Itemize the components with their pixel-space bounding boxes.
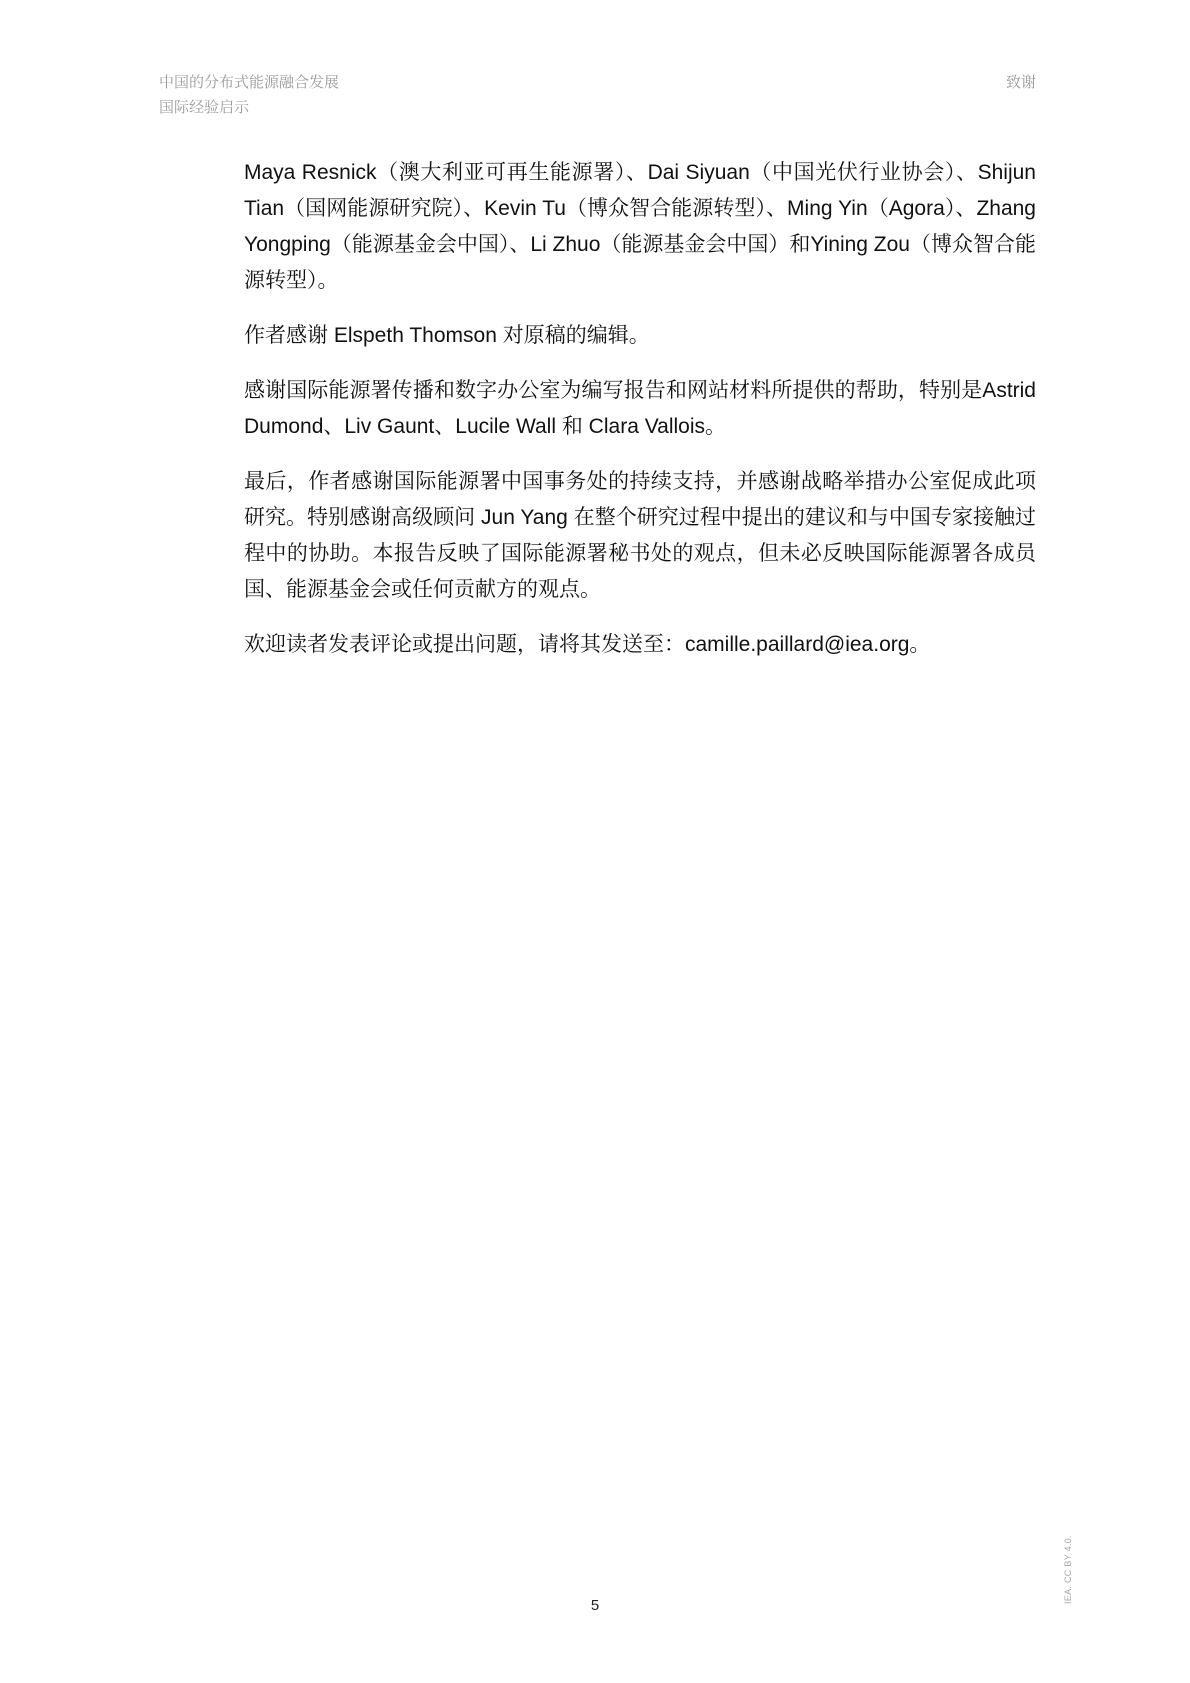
license-mark: IEA. CC BY 4.0.: [1063, 1535, 1073, 1604]
running-header-left: [159, 70, 339, 120]
page-number: 5: [590, 1597, 600, 1614]
acknowledgements-body: [244, 155, 1036, 682]
paragraph-support: 最后，作者感谢国际能源署中国事务处的持续支持，并感谢战略举措办公室促成此项研究。特别感谢高级顾问 Jun Yang 在整个研究过程中提出的建议和与中国专家接触过程中的协助。本报告反映了国际能源署秘书处的观点，但未必反映国际能源署各成员国、能源基金会或任何贡献方的观点。: [244, 470, 1036, 601]
section-label: 致谢: [1005, 74, 1036, 91]
paragraph-contact: 欢迎读者发表评论或提出问题，请将其发送至：camille.paillard@iea.org。: [244, 633, 931, 656]
report-subtitle: 国际经验启示: [159, 99, 250, 116]
paragraph-contributors: Maya Resnick（澳大利亚可再生能源署）、Dai Siyuan（中国光伏行业协会）、Shijun Tian（国网能源研究院）、Kevin Tu（博众智合能源转型）、Ming Yin（Agora）、Zhang Yongping（能源基金会中国）、Li Zhuo（能源基金会中国）和Yining Zou（博众智合能源转型）。: [244, 161, 1036, 292]
paragraph-editor: 作者感谢 Elspeth Thomson 对原稿的编辑。: [244, 324, 650, 347]
report-title: 中国的分布式能源融合发展: [159, 74, 340, 91]
paragraph-communications: 感谢国际能源署传播和数字办公室为编写报告和网站材料所提供的帮助，特别是Astrid Dumond、Liv Gaunt、Lucile Wall 和 Clara Vallois。: [244, 379, 1036, 438]
